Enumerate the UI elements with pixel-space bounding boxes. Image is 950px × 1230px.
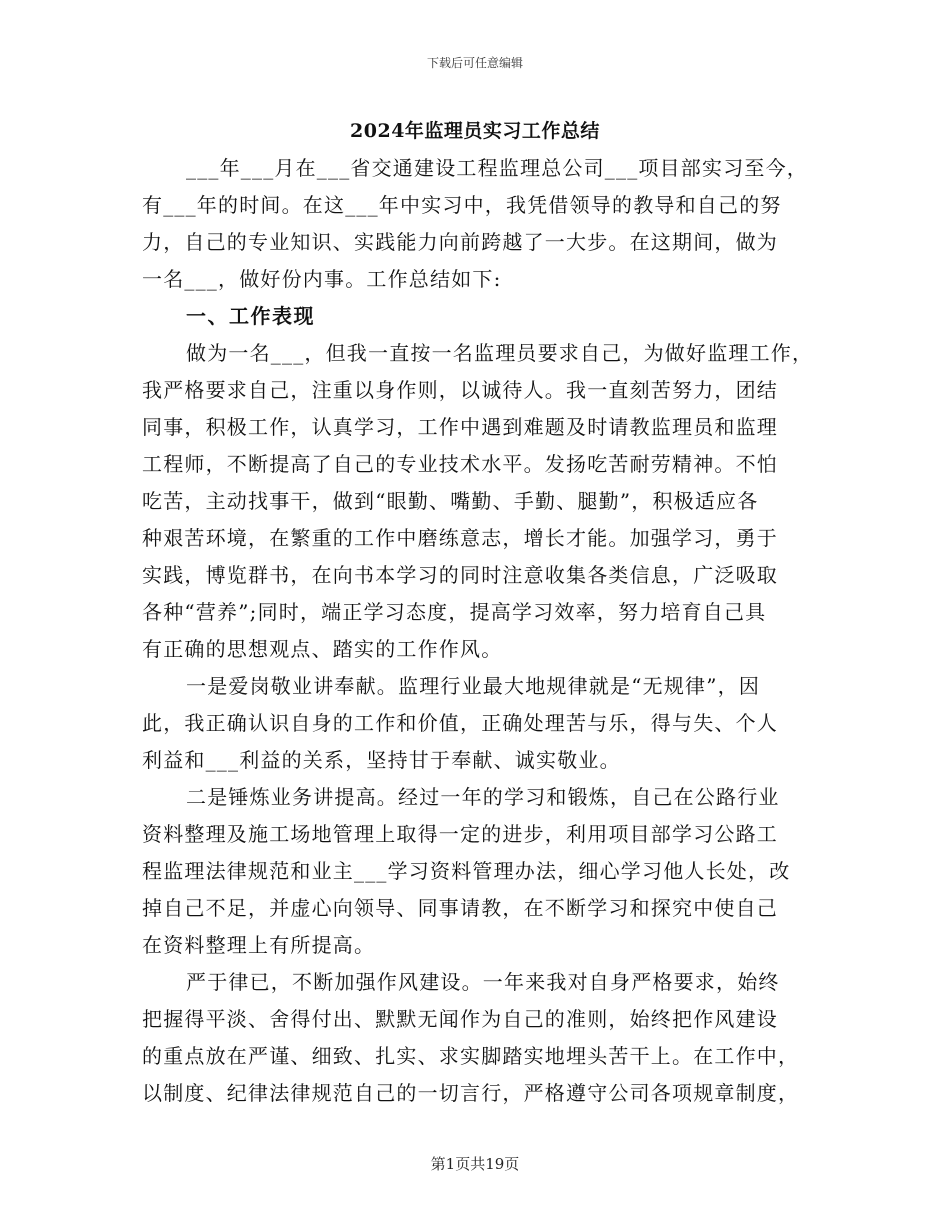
body-line: 程监理法律规范和业主___学习资料管理办法，细心学习他人长处，改: [142, 859, 791, 883]
body-line: 以制度、纪律法律规范自己的一切言行，严格遵守公司各项规章制度，: [142, 1081, 800, 1105]
body-line: 利益和___利益的关系，坚持甘于奉献、诚实敬业。: [142, 748, 621, 772]
page-number: 第1页共19页: [430, 1155, 520, 1173]
body-line: 把握得平淡、舍得付出、默默无闻作为自己的准则，始终把作风建设: [142, 1007, 778, 1031]
body-line: 在资料整理上有所提高。: [142, 933, 376, 957]
body-line: 资料整理及施工场地管理上取得一定的进步，利用项目部学习公路工: [142, 822, 778, 846]
body-line: 一是爱岗敬业讲奉献。监理行业最大地规律就是“无规律”，因: [186, 674, 761, 698]
body-line: 严于律已，不断加强作风建设。一年来我对自身严格要求，始终: [186, 970, 780, 994]
body-line: ___年___月在___省交通建设工程监理总公司___项目部实习至今，: [186, 156, 808, 180]
body-line: 此，我正确认识自身的工作和价值，正确处理苦与乐，得与失、个人: [142, 711, 778, 735]
body-line: 工程师，不断提高了自己的专业技术水平。发扬吃苦耐劳精神。不怕: [142, 452, 778, 476]
document-title: 2024年监理员实习工作总结: [350, 120, 600, 142]
body-line: 掉自己不足，并虚心向领导、同事请教，在不断学习和探究中使自己: [142, 896, 778, 920]
body-line: 实践，博览群书，在向书本学习的同时注意收集各类信息，广泛吸取: [142, 563, 778, 587]
header-note: 下载后可任意编辑: [426, 56, 523, 70]
body-line: 做为一名___，但我一直按一名监理员要求自己，为做好监理工作，: [186, 341, 814, 365]
body-line: 我严格要求自己，注重以身作则，以诚待人。我一直刻苦努力，团结: [142, 378, 778, 402]
body-line: 一名___，做好份内事。工作总结如下:: [142, 267, 502, 291]
body-line: 各种“营养”;同时，端正学习态度，提高学习效率，努力培育自己具: [142, 600, 767, 624]
section-heading: 一、工作表现: [186, 304, 315, 328]
body-line: 的重点放在严谨、细致、扎实、求实脚踏实地埋头苦干上。在工作中，: [142, 1044, 800, 1068]
body-line: 有正确的思想观点、踏实的工作作风。: [142, 637, 503, 661]
body-line: 有___年的时间。在这___年中实习中，我凭借领导的教导和自己的努: [142, 193, 782, 217]
body-line: 力，自己的专业知识、实践能力向前跨越了一大步。在这期间，做为: [142, 230, 778, 254]
document-body: [142, 150, 822, 1112]
body-line: 同事，积极工作，认真学习，工作中遇到难题及时请教监理员和监理: [142, 415, 778, 439]
body-line: 二是锤炼业务讲提高。经过一年的学习和锻炼，自己在公路行业: [186, 785, 780, 809]
body-line: 吃苦，主动找事干，做到“眼勤、嘴勤、手勤、腿勤”，积极适应各: [142, 489, 759, 513]
body-line: 种艰苦环境，在繁重的工作中磨练意志，增长才能。加强学习，勇于: [142, 526, 778, 550]
